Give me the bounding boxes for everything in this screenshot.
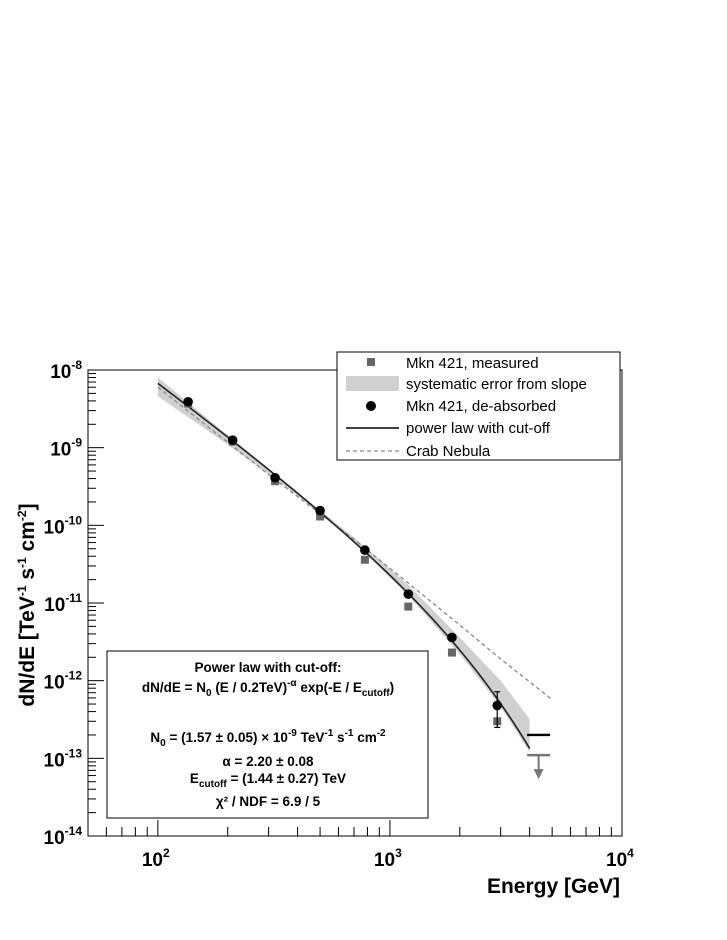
legend-label-fit: power law with cut-off — [406, 420, 550, 437]
fit-box-ecut: $E_{cutoff} = (1.44 \pm 0.27)$ TeV — [189, 771, 347, 790]
y-axis-ticks — [44, 358, 104, 849]
fit-box-chi2: χ² / NDF = 6.9 / 5 — [215, 794, 321, 809]
fit-parameter-box — [107, 651, 428, 818]
fit-box-alpha: α = 2.20 ± 0.08 — [222, 754, 314, 769]
x-axis-title: Energy [GeV] — [486, 875, 620, 898]
x-axis-ticks — [88, 820, 634, 871]
y-tick-label: $10^{-8}$ — [50, 358, 82, 383]
legend-label-systematic: systematic error from slope — [406, 376, 587, 393]
deabsorbed-point — [404, 589, 414, 599]
deabsorbed-point — [360, 545, 370, 555]
legend-symbol-circle — [366, 401, 376, 411]
y-tick-label: $10^{-9}$ — [50, 435, 82, 461]
y-tick-label: $10^{-10}$ — [43, 513, 82, 539]
fit-box-formula: $dN/dE = N_0$ (E / 0.2TeV)$^{-\alpha}$ $\exp(-E / E_{cutoff})$ — [141, 678, 395, 699]
upper-limits-layer — [527, 735, 550, 779]
deabsorbed-point — [315, 506, 325, 516]
legend-label-crab: Crab Nebula — [406, 443, 491, 460]
legend-label-measured: Mkn 421, measured — [406, 355, 539, 372]
measured-point — [404, 603, 412, 611]
fit-box-n0: $N_0 = (1.57 \pm 0.05) \times 10^{-9}$ TeV$^{-1}$ $s^{-1}$ $cm^{-2}$ — [150, 728, 386, 749]
deabsorbed-point — [270, 473, 280, 483]
upper-limit-arrow-head — [534, 769, 544, 779]
x-tick-label: $10^4$ — [606, 846, 634, 871]
legend — [337, 352, 620, 460]
legend-symbol-band — [346, 376, 399, 391]
measured-point — [448, 649, 456, 657]
legend-symbol-square — [367, 358, 375, 366]
measured-point — [361, 556, 369, 564]
y-tick-label: $10^{-14}$ — [43, 824, 82, 849]
fit-box-title: Power law with cut-off: — [194, 660, 342, 675]
y-tick-label: $10^{-13}$ — [43, 746, 82, 772]
y-tick-label: $10^{-12}$ — [43, 668, 82, 694]
deabsorbed-point — [183, 397, 193, 407]
y-tick-label: $10^{-11}$ — [44, 591, 82, 616]
legend-label-deabsorbed: Mkn 421, de-absorbed — [406, 398, 557, 415]
x-tick-label: $10^3$ — [373, 846, 402, 871]
y-axis-title: dN/dE [TeV$^{-1}$ $s^{-1}$ $cm^{-2}$] — [15, 503, 39, 707]
x-tick-label: $10^2$ — [141, 846, 170, 871]
deabsorbed-point — [492, 701, 502, 711]
deabsorbed-point — [447, 633, 457, 643]
deabsorbed-point — [228, 435, 238, 445]
